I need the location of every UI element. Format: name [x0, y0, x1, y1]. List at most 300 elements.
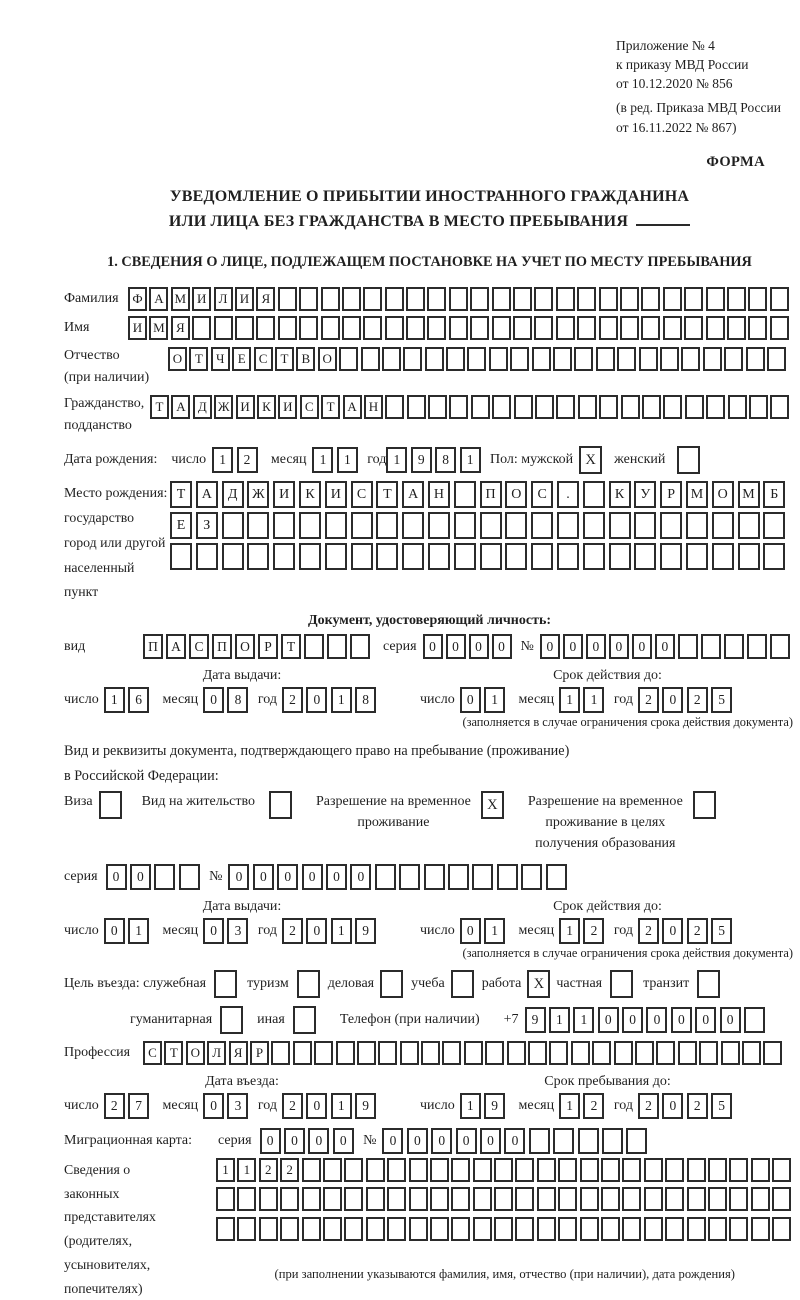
char-box[interactable] — [299, 543, 321, 570]
char-box[interactable] — [170, 543, 192, 570]
stay-month-input[interactable] — [559, 1093, 608, 1119]
char-box[interactable]: И — [128, 316, 147, 340]
char-box[interactable] — [376, 512, 398, 539]
char-box[interactable]: С — [351, 481, 373, 508]
mig-number-input[interactable] — [382, 1128, 650, 1154]
char-box[interactable]: 1 — [484, 687, 505, 713]
char-box[interactable] — [409, 1187, 428, 1211]
char-box[interactable] — [454, 543, 476, 570]
char-box[interactable]: И — [325, 481, 347, 508]
char-box[interactable]: 0 — [333, 1128, 354, 1154]
char-box[interactable] — [770, 287, 789, 311]
char-box[interactable]: Т — [189, 347, 208, 371]
char-box[interactable]: З — [196, 512, 218, 539]
char-box[interactable] — [357, 1041, 376, 1065]
char-box[interactable] — [514, 395, 533, 419]
char-box[interactable] — [454, 512, 476, 539]
char-box[interactable] — [748, 316, 767, 340]
char-box[interactable]: 0 — [306, 1093, 327, 1119]
char-box[interactable] — [556, 316, 575, 340]
char-box[interactable]: 2 — [282, 918, 303, 944]
char-box[interactable] — [472, 864, 493, 890]
char-box[interactable] — [427, 287, 446, 311]
char-box[interactable] — [729, 1187, 748, 1211]
char-box[interactable]: У — [634, 481, 656, 508]
char-box[interactable] — [513, 316, 532, 340]
char-box[interactable] — [721, 1041, 740, 1065]
purpose-humanitarian-checkbox[interactable] — [220, 1006, 243, 1034]
char-box[interactable] — [617, 347, 636, 371]
char-box[interactable] — [339, 347, 358, 371]
char-box[interactable]: X — [481, 791, 504, 819]
char-box[interactable] — [687, 1187, 706, 1211]
char-box[interactable] — [574, 347, 593, 371]
char-box[interactable] — [505, 512, 527, 539]
char-box[interactable] — [321, 287, 340, 311]
char-box[interactable] — [280, 1217, 299, 1241]
char-box[interactable] — [583, 543, 605, 570]
char-box[interactable]: 0 — [203, 918, 224, 944]
stay-issue-month-input[interactable] — [203, 918, 252, 944]
char-box[interactable] — [387, 1217, 406, 1241]
char-box[interactable] — [686, 543, 708, 570]
char-box[interactable] — [366, 1187, 385, 1211]
birth-day-input[interactable] — [212, 447, 261, 473]
char-box[interactable] — [293, 1006, 316, 1034]
char-box[interactable]: 0 — [662, 1093, 683, 1119]
stay-day-input[interactable] — [460, 1093, 509, 1119]
char-box[interactable] — [770, 395, 789, 419]
char-box[interactable]: К — [299, 481, 321, 508]
char-box[interactable]: Т — [281, 634, 301, 659]
char-box[interactable] — [425, 347, 444, 371]
char-box[interactable] — [385, 395, 404, 419]
char-box[interactable]: 0 — [228, 864, 249, 890]
char-box[interactable]: 6 — [128, 687, 149, 713]
char-box[interactable]: 0 — [586, 634, 606, 659]
char-box[interactable] — [421, 1041, 440, 1065]
char-box[interactable]: X — [527, 970, 550, 998]
char-box[interactable] — [299, 287, 318, 311]
char-box[interactable] — [399, 864, 420, 890]
char-box[interactable] — [304, 634, 324, 659]
char-box[interactable]: 0 — [695, 1007, 716, 1033]
char-box[interactable] — [351, 512, 373, 539]
doc-series-input[interactable] — [423, 634, 515, 659]
char-box[interactable] — [325, 512, 347, 539]
char-box[interactable]: М — [686, 481, 708, 508]
char-box[interactable] — [446, 347, 465, 371]
char-box[interactable]: 2 — [687, 687, 708, 713]
char-box[interactable] — [473, 1158, 492, 1182]
char-box[interactable] — [314, 1041, 333, 1065]
char-box[interactable] — [599, 316, 618, 340]
char-box[interactable] — [299, 316, 318, 340]
char-box[interactable] — [222, 512, 244, 539]
char-box[interactable] — [451, 1217, 470, 1241]
char-box[interactable]: 1 — [559, 1093, 580, 1119]
stay-issue-day-input[interactable] — [104, 918, 153, 944]
char-box[interactable] — [580, 1158, 599, 1182]
char-box[interactable] — [701, 634, 721, 659]
char-box[interactable] — [385, 316, 404, 340]
char-box[interactable] — [772, 1217, 791, 1241]
char-box[interactable] — [553, 347, 572, 371]
legal-reps-row1[interactable] — [216, 1158, 794, 1182]
char-box[interactable] — [677, 446, 700, 474]
char-box[interactable] — [580, 1187, 599, 1211]
char-box[interactable] — [363, 287, 382, 311]
char-box[interactable] — [385, 287, 404, 311]
char-box[interactable]: И — [192, 287, 211, 311]
char-box[interactable]: Р — [250, 1041, 269, 1065]
char-box[interactable] — [742, 1041, 761, 1065]
char-box[interactable] — [578, 1128, 599, 1154]
char-box[interactable] — [403, 347, 422, 371]
char-box[interactable]: Р — [258, 634, 278, 659]
char-box[interactable] — [599, 287, 618, 311]
birth-month-input[interactable] — [312, 447, 361, 473]
char-box[interactable] — [687, 1158, 706, 1182]
char-box[interactable] — [684, 316, 703, 340]
char-box[interactable] — [361, 347, 380, 371]
char-box[interactable] — [430, 1217, 449, 1241]
char-box[interactable] — [609, 512, 631, 539]
char-box[interactable]: К — [609, 481, 631, 508]
char-box[interactable] — [601, 1217, 620, 1241]
char-box[interactable]: 2 — [638, 687, 659, 713]
char-box[interactable]: 0 — [563, 634, 583, 659]
char-box[interactable] — [687, 1217, 706, 1241]
citizenship-input[interactable] — [150, 395, 792, 419]
char-box[interactable] — [485, 1041, 504, 1065]
char-box[interactable] — [708, 1158, 727, 1182]
char-box[interactable]: Л — [207, 1041, 226, 1065]
char-box[interactable] — [699, 1041, 718, 1065]
char-box[interactable]: 9 — [355, 918, 376, 944]
char-box[interactable]: И — [235, 287, 254, 311]
char-box[interactable] — [366, 1217, 385, 1241]
char-box[interactable] — [494, 1158, 513, 1182]
char-box[interactable] — [247, 543, 269, 570]
char-box[interactable] — [738, 512, 760, 539]
char-box[interactable]: 0 — [609, 634, 629, 659]
char-box[interactable] — [344, 1158, 363, 1182]
char-box[interactable] — [728, 395, 747, 419]
char-box[interactable] — [387, 1158, 406, 1182]
char-box[interactable] — [557, 543, 579, 570]
char-box[interactable]: А — [149, 287, 168, 311]
char-box[interactable] — [610, 970, 633, 998]
char-box[interactable]: Л — [214, 287, 233, 311]
char-box[interactable] — [196, 543, 218, 570]
char-box[interactable]: 2 — [687, 1093, 708, 1119]
char-box[interactable]: 1 — [331, 687, 352, 713]
char-box[interactable]: М — [738, 481, 760, 508]
char-box[interactable]: 2 — [583, 1093, 604, 1119]
legal-reps-row2[interactable] — [216, 1187, 794, 1211]
char-box[interactable] — [712, 543, 734, 570]
purpose-tourism-checkbox[interactable] — [297, 970, 320, 998]
char-box[interactable]: 0 — [460, 687, 481, 713]
char-box[interactable]: 1 — [337, 447, 358, 473]
char-box[interactable] — [663, 395, 682, 419]
char-box[interactable] — [515, 1158, 534, 1182]
char-box[interactable] — [663, 287, 682, 311]
char-box[interactable] — [665, 1158, 684, 1182]
char-box[interactable]: Н — [364, 395, 383, 419]
char-box[interactable] — [448, 864, 469, 890]
char-box[interactable] — [400, 1041, 419, 1065]
char-box[interactable] — [269, 791, 292, 819]
char-box[interactable] — [681, 347, 700, 371]
char-box[interactable] — [599, 395, 618, 419]
char-box[interactable] — [473, 1187, 492, 1211]
char-box[interactable]: Е — [232, 347, 251, 371]
char-box[interactable] — [751, 1187, 770, 1211]
char-box[interactable]: О — [235, 634, 255, 659]
char-box[interactable] — [494, 1187, 513, 1211]
doc-valid-year-input[interactable] — [638, 687, 736, 713]
char-box[interactable]: П — [143, 634, 163, 659]
char-box[interactable] — [635, 1041, 654, 1065]
char-box[interactable] — [685, 395, 704, 419]
char-box[interactable]: 0 — [106, 864, 127, 890]
char-box[interactable] — [738, 543, 760, 570]
char-box[interactable] — [387, 1187, 406, 1211]
char-box[interactable] — [497, 864, 518, 890]
char-box[interactable]: К — [257, 395, 276, 419]
mig-series-input[interactable] — [260, 1128, 358, 1154]
char-box[interactable]: П — [212, 634, 232, 659]
char-box[interactable] — [578, 395, 597, 419]
char-box[interactable] — [214, 970, 237, 998]
char-box[interactable] — [344, 1187, 363, 1211]
char-box[interactable]: 1 — [460, 447, 481, 473]
char-box[interactable]: 1 — [559, 687, 580, 713]
char-box[interactable]: 0 — [203, 687, 224, 713]
stay-year-input[interactable] — [638, 1093, 736, 1119]
char-box[interactable]: 0 — [302, 864, 323, 890]
char-box[interactable] — [449, 316, 468, 340]
char-box[interactable] — [577, 287, 596, 311]
doc-issue-day-input[interactable] — [104, 687, 153, 713]
char-box[interactable] — [763, 1041, 782, 1065]
char-box[interactable] — [442, 1041, 461, 1065]
char-box[interactable] — [665, 1187, 684, 1211]
char-box[interactable]: 1 — [573, 1007, 594, 1033]
char-box[interactable]: 0 — [431, 1128, 452, 1154]
char-box[interactable] — [531, 512, 553, 539]
char-box[interactable] — [549, 1041, 568, 1065]
char-box[interactable] — [302, 1158, 321, 1182]
char-box[interactable] — [553, 1128, 574, 1154]
char-box[interactable] — [558, 1158, 577, 1182]
char-box[interactable] — [644, 1158, 663, 1182]
char-box[interactable] — [192, 316, 211, 340]
char-box[interactable] — [380, 970, 403, 998]
char-box[interactable] — [634, 543, 656, 570]
char-box[interactable] — [558, 1217, 577, 1241]
char-box[interactable]: Р — [660, 481, 682, 508]
char-box[interactable]: 2 — [638, 918, 659, 944]
char-box[interactable] — [214, 316, 233, 340]
char-box[interactable] — [727, 316, 746, 340]
visa-checkbox[interactable] — [99, 791, 122, 819]
char-box[interactable] — [660, 512, 682, 539]
char-box[interactable]: О — [168, 347, 187, 371]
temp-residence-edu-checkbox[interactable] — [693, 791, 716, 819]
char-box[interactable] — [729, 1217, 748, 1241]
char-box[interactable] — [534, 316, 553, 340]
char-box[interactable] — [323, 1217, 342, 1241]
char-box[interactable] — [534, 287, 553, 311]
char-box[interactable] — [693, 791, 716, 819]
char-box[interactable]: Т — [164, 1041, 183, 1065]
char-box[interactable] — [571, 1041, 590, 1065]
char-box[interactable]: 1 — [237, 1158, 256, 1182]
char-box[interactable] — [626, 1128, 647, 1154]
legal-reps-row3[interactable] — [216, 1217, 794, 1241]
char-box[interactable]: 1 — [549, 1007, 570, 1033]
char-box[interactable] — [402, 512, 424, 539]
char-box[interactable]: Т — [170, 481, 192, 508]
char-box[interactable] — [259, 1217, 278, 1241]
char-box[interactable] — [642, 395, 661, 419]
char-box[interactable] — [470, 316, 489, 340]
char-box[interactable]: А — [166, 634, 186, 659]
char-box[interactable] — [336, 1041, 355, 1065]
char-box[interactable] — [216, 1187, 235, 1211]
char-box[interactable]: 0 — [469, 634, 489, 659]
char-box[interactable] — [621, 395, 640, 419]
char-box[interactable]: О — [318, 347, 337, 371]
char-box[interactable]: 5 — [711, 1093, 732, 1119]
char-box[interactable]: 0 — [203, 1093, 224, 1119]
char-box[interactable] — [614, 1041, 633, 1065]
char-box[interactable] — [706, 395, 725, 419]
char-box[interactable]: М — [149, 316, 168, 340]
char-box[interactable] — [622, 1187, 641, 1211]
char-box[interactable]: Я — [256, 287, 275, 311]
char-box[interactable] — [505, 543, 527, 570]
temp-residence-checkbox[interactable] — [481, 791, 504, 819]
char-box[interactable]: Ж — [247, 481, 269, 508]
purpose-business-checkbox[interactable] — [380, 970, 403, 998]
char-box[interactable] — [382, 347, 401, 371]
char-box[interactable]: 0 — [446, 634, 466, 659]
char-box[interactable] — [344, 1217, 363, 1241]
char-box[interactable]: 0 — [130, 864, 151, 890]
char-box[interactable] — [220, 1006, 243, 1034]
birth-place-row1[interactable] — [170, 481, 789, 508]
char-box[interactable]: 0 — [540, 634, 560, 659]
char-box[interactable] — [751, 1217, 770, 1241]
char-box[interactable] — [537, 1187, 556, 1211]
char-box[interactable] — [772, 1158, 791, 1182]
char-box[interactable]: 1 — [216, 1158, 235, 1182]
stay-valid-month-input[interactable] — [559, 918, 608, 944]
char-box[interactable] — [428, 395, 447, 419]
char-box[interactable] — [729, 1158, 748, 1182]
char-box[interactable]: 0 — [662, 918, 683, 944]
char-box[interactable] — [634, 512, 656, 539]
char-box[interactable] — [449, 287, 468, 311]
entry-month-input[interactable] — [203, 1093, 252, 1119]
char-box[interactable] — [480, 512, 502, 539]
char-box[interactable]: 2 — [259, 1158, 278, 1182]
char-box[interactable]: 0 — [480, 1128, 501, 1154]
char-box[interactable] — [449, 395, 468, 419]
char-box[interactable]: 8 — [435, 447, 456, 473]
char-box[interactable] — [259, 1187, 278, 1211]
char-box[interactable]: 1 — [312, 447, 333, 473]
char-box[interactable] — [724, 634, 744, 659]
char-box[interactable] — [470, 287, 489, 311]
char-box[interactable]: Т — [376, 481, 398, 508]
char-box[interactable]: 3 — [227, 1093, 248, 1119]
char-box[interactable] — [154, 864, 175, 890]
char-box[interactable]: 0 — [326, 864, 347, 890]
char-box[interactable] — [641, 316, 660, 340]
char-box[interactable] — [622, 1217, 641, 1241]
char-box[interactable]: 5 — [711, 918, 732, 944]
char-box[interactable] — [489, 347, 508, 371]
char-box[interactable] — [350, 634, 370, 659]
char-box[interactable]: 0 — [308, 1128, 329, 1154]
char-box[interactable] — [363, 316, 382, 340]
char-box[interactable] — [763, 543, 785, 570]
char-box[interactable] — [492, 287, 511, 311]
char-box[interactable]: 0 — [277, 864, 298, 890]
char-box[interactable]: Я — [229, 1041, 248, 1065]
char-box[interactable] — [515, 1217, 534, 1241]
char-box[interactable] — [280, 1187, 299, 1211]
char-box[interactable] — [665, 1217, 684, 1241]
doc-valid-day-input[interactable] — [460, 687, 509, 713]
char-box[interactable] — [556, 395, 575, 419]
purpose-study-checkbox[interactable] — [451, 970, 474, 998]
char-box[interactable]: 0 — [382, 1128, 403, 1154]
char-box[interactable] — [620, 287, 639, 311]
char-box[interactable] — [663, 316, 682, 340]
char-box[interactable] — [235, 316, 254, 340]
char-box[interactable] — [748, 287, 767, 311]
char-box[interactable]: 1 — [484, 918, 505, 944]
char-box[interactable] — [299, 512, 321, 539]
char-box[interactable]: О — [712, 481, 734, 508]
char-box[interactable] — [556, 287, 575, 311]
char-box[interactable]: 7 — [128, 1093, 149, 1119]
char-box[interactable] — [407, 395, 426, 419]
char-box[interactable]: 2 — [687, 918, 708, 944]
entry-day-input[interactable] — [104, 1093, 153, 1119]
char-box[interactable]: 0 — [350, 864, 371, 890]
char-box[interactable] — [686, 512, 708, 539]
char-box[interactable]: А — [196, 481, 218, 508]
stay-series-input[interactable] — [106, 864, 204, 890]
char-box[interactable]: Б — [763, 481, 785, 508]
char-box[interactable] — [216, 1217, 235, 1241]
char-box[interactable] — [256, 316, 275, 340]
char-box[interactable] — [546, 864, 567, 890]
char-box[interactable] — [697, 970, 720, 998]
char-box[interactable] — [708, 1187, 727, 1211]
char-box[interactable] — [327, 634, 347, 659]
char-box[interactable] — [592, 1041, 611, 1065]
char-box[interactable] — [660, 347, 679, 371]
char-box[interactable]: 0 — [407, 1128, 428, 1154]
